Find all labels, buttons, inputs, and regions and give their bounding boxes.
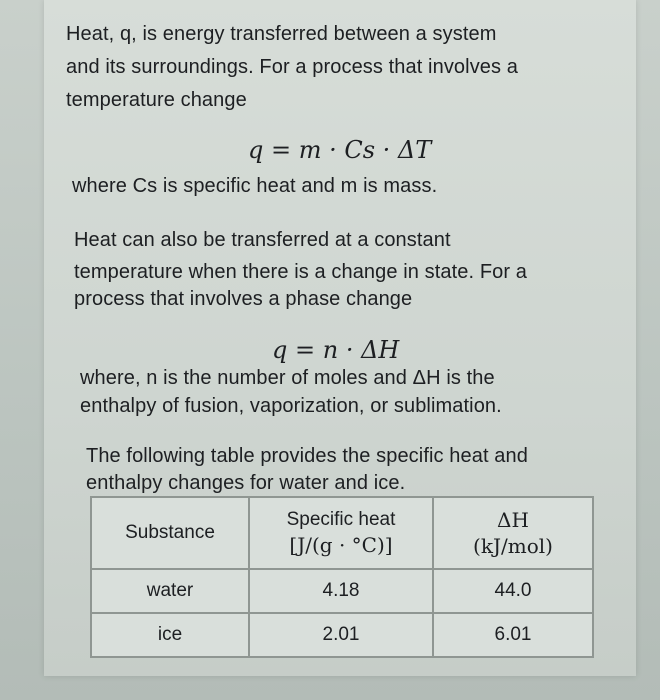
cell-specific-heat: 4.18 <box>249 569 433 613</box>
equation-phase-change: q = n · ΔH <box>272 336 400 364</box>
header-enthalpy-unit: (kJ/mol) <box>473 534 553 558</box>
cell-substance: water <box>91 569 249 613</box>
intro-line-2: and its surroundings. For a process that involves a <box>66 56 518 78</box>
header-specific-heat-unit: [J/(g · °C)] <box>289 533 393 557</box>
where-moles-line-1: where, n is the number of moles and ΔH is the <box>80 367 495 389</box>
table-row <box>91 569 593 613</box>
table-intro-line-1: The following table provides the specific heat and <box>86 445 528 467</box>
cell-enthalpy: 44.0 <box>433 569 593 613</box>
para2-line-1: Heat can also be transferred at a constant <box>74 229 451 251</box>
cell-specific-heat: 2.01 <box>249 613 433 657</box>
table-intro-line-2: enthalpy changes for water and ice. <box>86 472 406 494</box>
para2-line-3: process that involves a phase change <box>74 288 413 310</box>
intro-line-3: temperature change <box>66 89 247 111</box>
heat-data-table <box>90 496 594 658</box>
intro-line-1: Heat, q, is energy transferred between a system <box>66 23 497 45</box>
header-enthalpy-label: ΔH <box>497 508 529 532</box>
para2-line-2: temperature when there is a change in state. For a <box>74 261 528 283</box>
table-row <box>91 613 593 657</box>
header-substance: Substance <box>91 497 249 569</box>
where-moles-line-2: enthalpy of fusion, vaporization, or sublimation. <box>80 395 502 417</box>
cell-enthalpy: 6.01 <box>433 613 593 657</box>
equation-heat-temperature: q = m · Cs · ΔT <box>248 136 432 164</box>
cell-substance: ice <box>91 613 249 657</box>
header-enthalpy <box>433 497 593 569</box>
header-specific-heat-label: Specific heat <box>286 509 396 530</box>
table-header-row <box>91 497 593 569</box>
header-specific-heat <box>249 497 433 569</box>
where-specific-heat: where Cs is specific heat and m is mass. <box>72 175 438 197</box>
